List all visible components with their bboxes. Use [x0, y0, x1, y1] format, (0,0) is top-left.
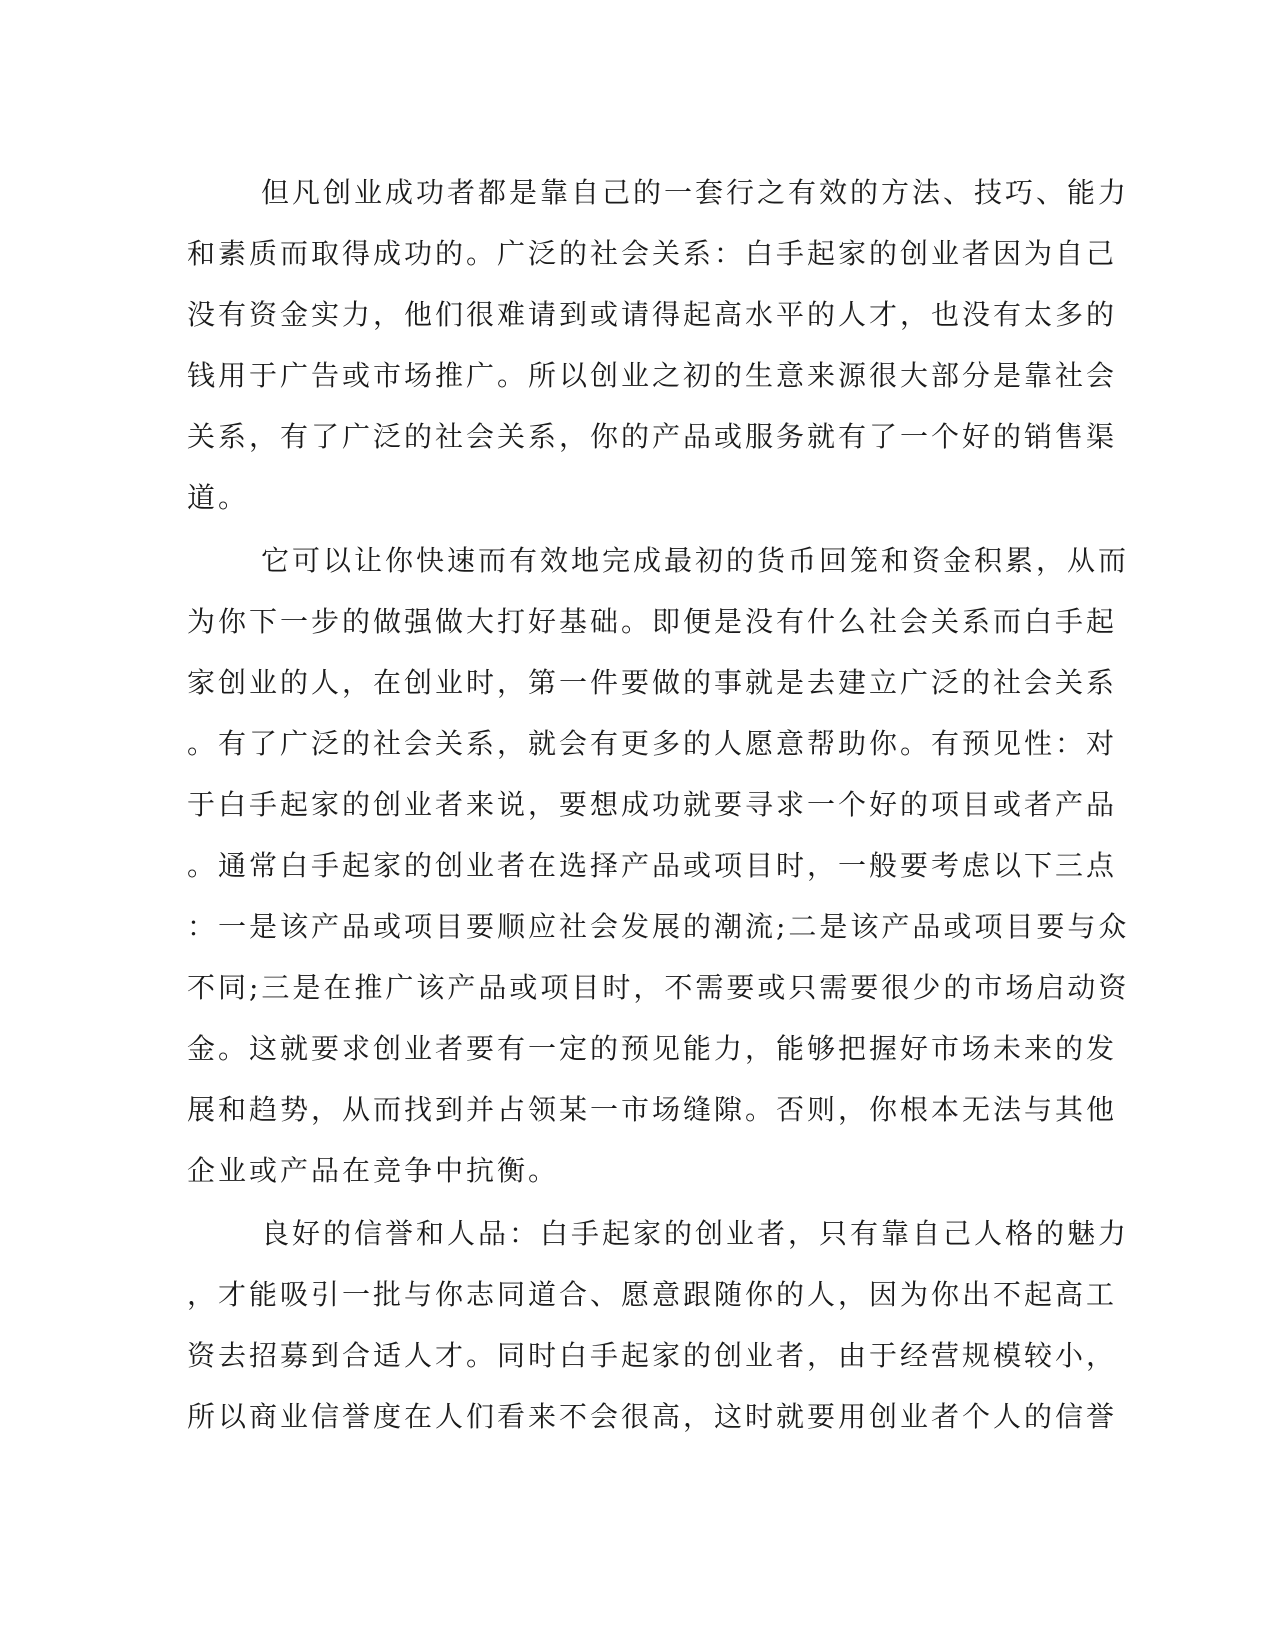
paragraph	[187, 1203, 1130, 1447]
paragraph	[187, 530, 1130, 1201]
text-line: 良好的信誉和人品：白手起家的创业者，只有靠自己人格的魅力	[261, 1217, 1130, 1250]
text-line: 。有了广泛的社会关系，就会有更多的人愿意帮助你。有预见性：对	[187, 727, 1118, 760]
text-line: ：一是该产品或项目要顺应社会发展的潮流;二是该产品或项目要与众	[187, 910, 1130, 943]
text-line: 它可以让你快速而有效地完成最初的货币回笼和资金积累，从而	[261, 544, 1130, 577]
text-line: 金。这就要求创业者要有一定的预见能力，能够把握好市场未来的发	[187, 1032, 1118, 1065]
text-line: 没有资金实力，他们很难请到或请得起高水平的人才，也没有太多的	[187, 298, 1118, 331]
text-line: 不同;三是在推广该产品或项目时，不需要或只需要很少的市场启动资	[187, 971, 1130, 1004]
text-line: 于白手起家的创业者来说，要想成功就要寻求一个好的项目或者产品	[187, 788, 1118, 821]
text-line: 资去招募到合适人才。同时白手起家的创业者，由于经营规模较小，	[187, 1339, 1118, 1372]
text-line: ，才能吸引一批与你志同道合、愿意跟随你的人，因为你出不起高工	[187, 1278, 1118, 1311]
text-line: 家创业的人，在创业时，第一件要做的事就是去建立广泛的社会关系	[187, 666, 1118, 699]
text-line: 和素质而取得成功的。广泛的社会关系：白手起家的创业者因为自己	[187, 237, 1118, 270]
text-line: 钱用于广告或市场推广。所以创业之初的生意来源很大部分是靠社会	[187, 359, 1118, 392]
text-line: 所以商业信誉度在人们看来不会很高，这时就要用创业者个人的信誉	[187, 1400, 1118, 1433]
text-line: 但凡创业成功者都是靠自己的一套行之有效的方法、技巧、能力	[261, 176, 1130, 209]
paragraph	[187, 162, 1130, 528]
document-body	[187, 162, 1130, 1449]
text-line: 关系，有了广泛的社会关系，你的产品或服务就有了一个好的销售渠	[187, 420, 1118, 453]
text-line: 企业或产品在竞争中抗衡。	[187, 1154, 560, 1187]
text-line: 。通常白手起家的创业者在选择产品或项目时，一般要考虑以下三点	[187, 849, 1118, 882]
text-line: 为你下一步的做强做大打好基础。即便是没有什么社会关系而白手起	[187, 605, 1118, 638]
text-line: 展和趋势，从而找到并占领某一市场缝隙。否则，你根本无法与其他	[187, 1093, 1118, 1126]
text-line: 道。	[187, 481, 250, 514]
